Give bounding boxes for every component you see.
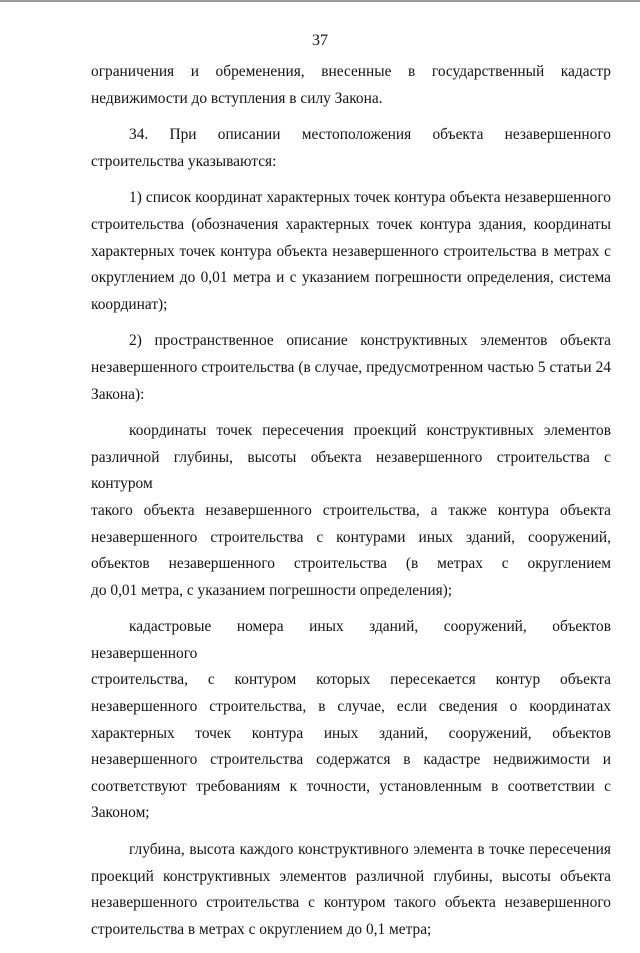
paragraph-continuation <box>91 59 611 112</box>
text-line: незавершенного строительства содержатся в кадастре недвижимости и <box>91 751 611 769</box>
text-line: незавершенного строительства (в случае, предусмотренном частью 5 статьи 24 <box>91 358 611 376</box>
text-line: строительства указываются: <box>91 152 277 170</box>
text-line: строительства в метрах с округлением до 0,1 метра; <box>91 920 432 938</box>
text-line: 34. При описании местоположения объекта незавершенного <box>129 126 611 144</box>
text-line: такого объекта незавершенного строительства, а также контура объекта <box>91 501 611 519</box>
text-line: объектов незавершенного строительства (в метрах с округлением <box>91 555 611 573</box>
document-body <box>91 59 611 953</box>
paragraph-subitem-1 <box>91 185 611 318</box>
text-line: строительства, с контуром которых пересекается контур объекта <box>91 671 611 689</box>
text-line: незавершенного строительства, в случае, если сведения о координатах <box>91 698 611 716</box>
text-line: незавершенного строительства с контуром такого объекта незавершенного <box>91 894 611 912</box>
paragraph-coordinates <box>91 418 611 604</box>
text-line: округлением до 0,01 метра и с указанием погрешности определения, система <box>91 269 611 287</box>
text-line: характерных точек контура иных зданий, сооружений, объектов <box>91 724 611 742</box>
text-line: недвижимости до вступления в силу Закона. <box>91 89 383 107</box>
text-line: 2) пространственное описание конструктивных элементов объекта <box>129 332 611 350</box>
text-line: Законом; <box>91 804 150 822</box>
text-line: различной глубины, высоты объекта незавершенного строительства с контуром <box>91 448 611 493</box>
text-line: незавершенного строительства с контурами иных зданий, сооружений, <box>91 528 611 546</box>
text-line: характерных точек контура объекта незавершенного строительства в метрах с <box>91 242 611 260</box>
text-line: проекций конструктивных элементов различной глубины, высоты объекта <box>91 867 611 885</box>
text-line: соответствуют требованиям к точности, установленным в соответствии с <box>91 777 611 795</box>
paragraph-cadastral-numbers <box>91 614 611 827</box>
text-line: до 0,01 метра, с указанием погрешности определения); <box>91 581 453 599</box>
paragraph-subitem-2 <box>91 328 611 408</box>
text-line: 1) список координат характерных точек контура объекта незавершенного <box>129 189 611 207</box>
text-line: Закона): <box>91 385 145 403</box>
page-number: 37 <box>312 32 328 49</box>
text-line: строительства (обозначения характерных точек контура здания, координаты <box>91 215 611 233</box>
text-line: координаты точек пересечения проекций конструктивных элементов <box>129 422 611 440</box>
text-line: координат); <box>91 295 168 313</box>
text-line: глубина, высота каждого конструктивного элемента в точке пересечения <box>129 841 611 859</box>
top-edge-rule <box>0 0 640 2</box>
paragraph-depth-height <box>91 837 611 943</box>
text-line: кадастровые номера иных зданий, сооружений, объектов незавершенного <box>91 618 611 662</box>
paragraph-item-34 <box>91 122 611 175</box>
text-line: ограничения и обременения, внесенные в государственный кадастр <box>91 63 611 80</box>
